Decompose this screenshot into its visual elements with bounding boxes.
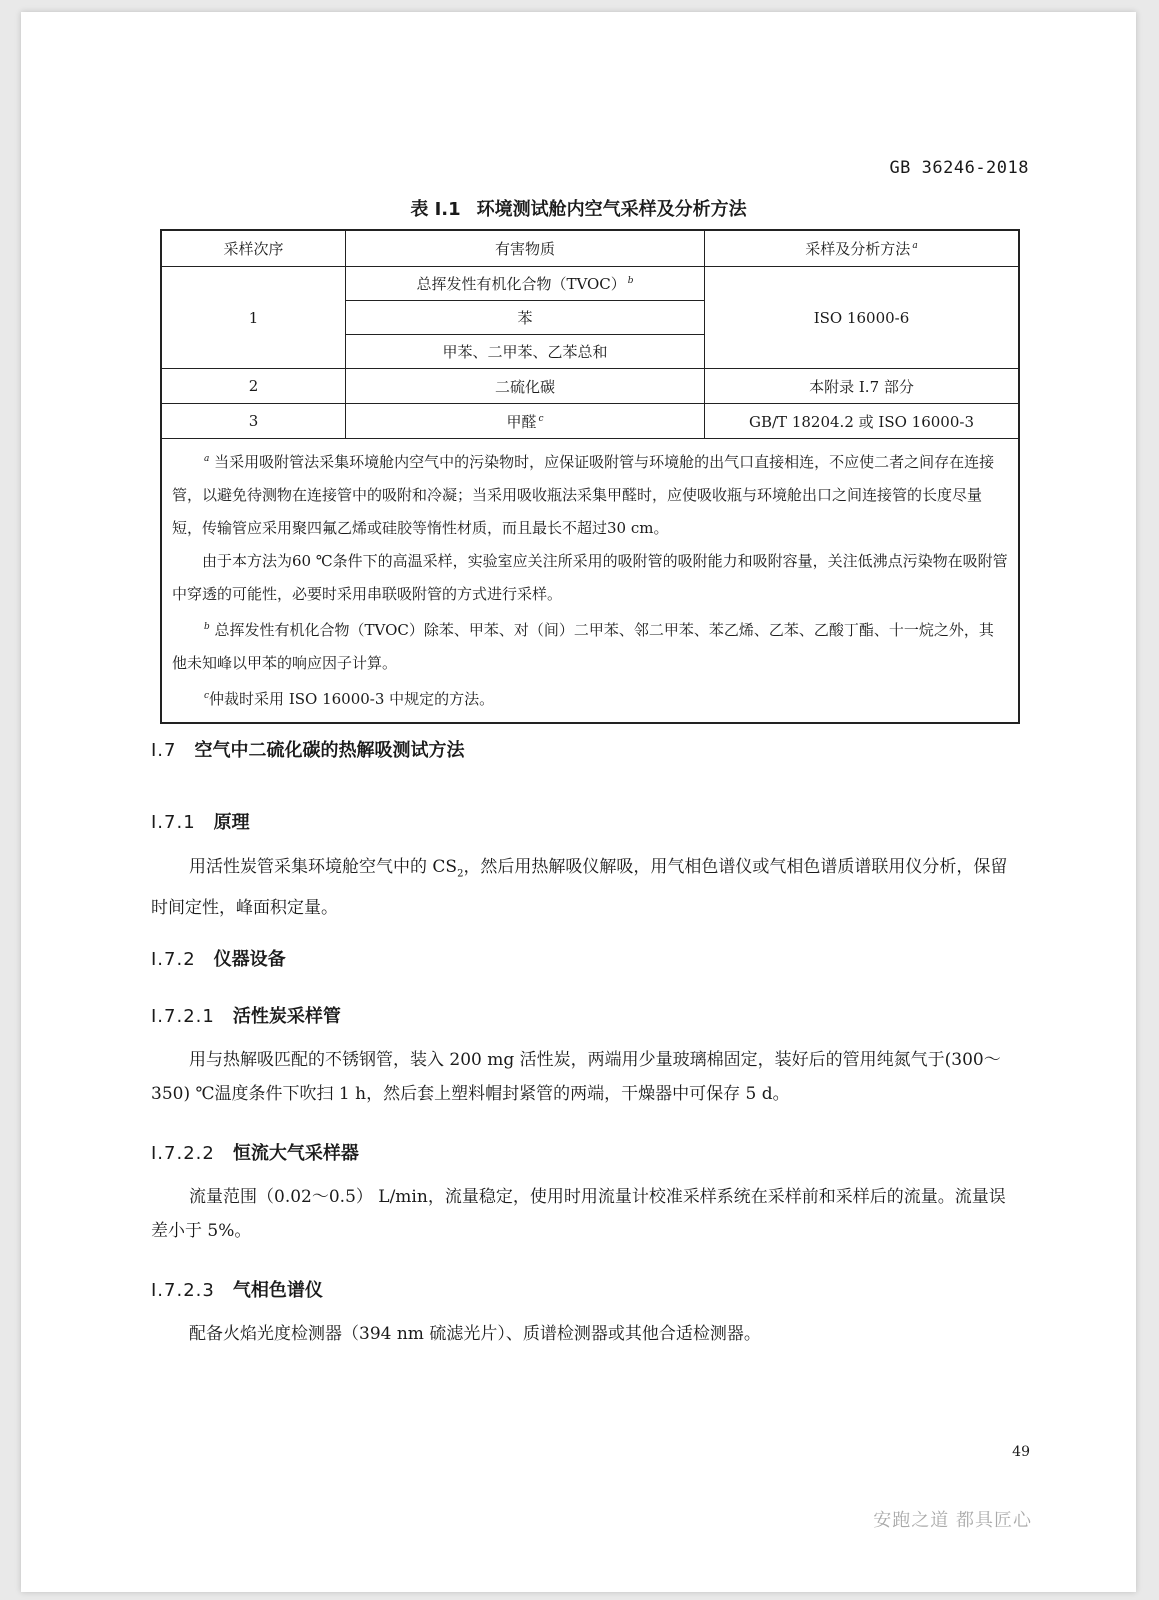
row-method: ISO 16000-6 [705, 267, 1020, 369]
section-number: I.7.2.2 [151, 1143, 215, 1164]
section-number: I.7.2.1 [151, 1006, 215, 1027]
subscript: 2 [457, 868, 464, 880]
paragraph-principle [151, 850, 1011, 925]
footnote-marker: a [204, 454, 210, 464]
section-number: I.7.2 [151, 949, 196, 970]
footnote-marker: c [204, 691, 210, 701]
section-heading [151, 736, 464, 762]
section-heading [151, 1276, 323, 1302]
row-substance [346, 404, 705, 439]
header-method [705, 230, 1020, 267]
footnote-b [172, 611, 1008, 680]
footnote-marker: c [538, 413, 544, 424]
row-order: 1 [161, 267, 346, 369]
header-method-label: 采样及分析方法 [805, 240, 911, 258]
section-number: I.7.1 [151, 812, 196, 833]
section-heading [151, 1002, 341, 1028]
table-caption [21, 195, 1136, 221]
substance-name: 甲醛 [506, 412, 537, 431]
table-caption-title: 环境测试舱内空气采样及分析方法 [476, 199, 747, 220]
row-method: 本附录 I.7 部分 [705, 369, 1020, 404]
footnote-text: 当采用吸附管法采集环境舱内空气中的污染物时，应保证吸附管与环境舱的出气口直接相连，不应使二者之间存在连接管，以避免待测物在连接管中的吸附和冷凝；当采用吸收瓶法采集甲醛时，应使吸收瓶与环境舱出口之间连接管的长度尽量短，传输管应采用聚四氟乙烯或硅胶等惰性材质，而且最长不超过30 cm。 [172, 453, 995, 537]
table-row [161, 369, 1019, 404]
table-row [161, 404, 1019, 439]
watermark: 安跑之道 都具匠心 [873, 1510, 1032, 1531]
paragraph-gc: 配备火焰光度检测器（394 nm 硫滤光片）、质谱检测器或其他合适检测器。 [189, 1324, 761, 1344]
header-order: 采样次序 [161, 230, 346, 267]
page-number: 49 [1012, 1444, 1030, 1460]
row-substance: 苯 [346, 301, 705, 335]
section-title: 气相色谱仪 [232, 1280, 323, 1301]
footnote-c [172, 680, 1008, 716]
footnote-marker: a [912, 241, 918, 251]
standard-code: GB 36246-2018 [889, 158, 1029, 178]
section-title: 恒流大气采样器 [232, 1143, 359, 1164]
footnote-marker: b [627, 276, 634, 286]
footnote-a-continuation: 由于本方法为60 ℃条件下的高温采样，实验室应关注所采用的吸附管的吸附能力和吸附容量，关注低沸点污染物在吸附管中穿透的可能性，必要时采用串联吸附管的方式进行采样。 [172, 552, 1008, 603]
sampling-methods-table [160, 229, 1020, 724]
table-header-row [161, 230, 1019, 267]
row-substance: 二硫化碳 [346, 369, 705, 404]
header-substance: 有害物质 [346, 230, 705, 267]
section-number: I.7 [151, 740, 177, 761]
table-notes [161, 439, 1019, 724]
table-caption-number: 表 I.1 [410, 199, 461, 220]
document-page [21, 12, 1136, 1592]
section-title: 原理 [213, 812, 250, 833]
paragraph-text: ，然后用热解吸仪解吸，用气相色谱仪或气相色谱质谱联用仪分析，保留时间定性，峰面积定量。 [151, 857, 1008, 919]
footnote-a [172, 443, 1008, 545]
paragraph-sampler: 流量范围（0.02～0.5） L/min，流量稳定，使用时用流量计校准采样系统在采样前和采样后的流量。流量误差小于 5%。 [151, 1187, 1006, 1241]
section-title: 空气中二硫化碳的热解吸测试方法 [194, 740, 465, 761]
footnote-marker: b [204, 622, 210, 632]
row-order: 2 [161, 369, 346, 404]
footnote-text: 仲裁时采用 ISO 16000-3 中规定的方法。 [209, 690, 495, 708]
section-title: 活性炭采样管 [232, 1006, 341, 1027]
substance-name: 总挥发性有机化合物（TVOC） [416, 275, 626, 293]
section-heading [151, 945, 286, 971]
row-substance: 甲苯、二甲苯、乙苯总和 [346, 335, 705, 369]
section-title: 仪器设备 [213, 949, 286, 970]
row-substance [346, 267, 705, 301]
table-row [161, 267, 1019, 301]
row-method: GB/T 18204.2 或 ISO 16000-3 [705, 404, 1020, 439]
footnote-text: 总挥发性有机化合物（TVOC）除苯、甲苯、对（间）二甲苯、邻二甲苯、苯乙烯、乙苯、乙酸丁酯、十一烷之外，其他未知峰以甲苯的响应因子计算。 [172, 621, 994, 672]
paragraph-carbon-tube: 用与热解吸匹配的不锈钢管，装入 200 mg 活性炭，两端用少量玻璃棉固定，装好后的管用纯氮气于(300～350) ℃温度条件下吹扫 1 h，然后套上塑料帽封紧管的两端，干燥器中可保存 5 d。 [151, 1050, 1001, 1104]
row-order: 3 [161, 404, 346, 439]
section-heading [151, 1139, 359, 1165]
paragraph-text: 用活性炭管采集环境舱空气中的 CS [189, 857, 458, 877]
section-heading [151, 808, 250, 834]
table-notes-row [161, 439, 1019, 724]
section-number: I.7.2.3 [151, 1280, 215, 1301]
